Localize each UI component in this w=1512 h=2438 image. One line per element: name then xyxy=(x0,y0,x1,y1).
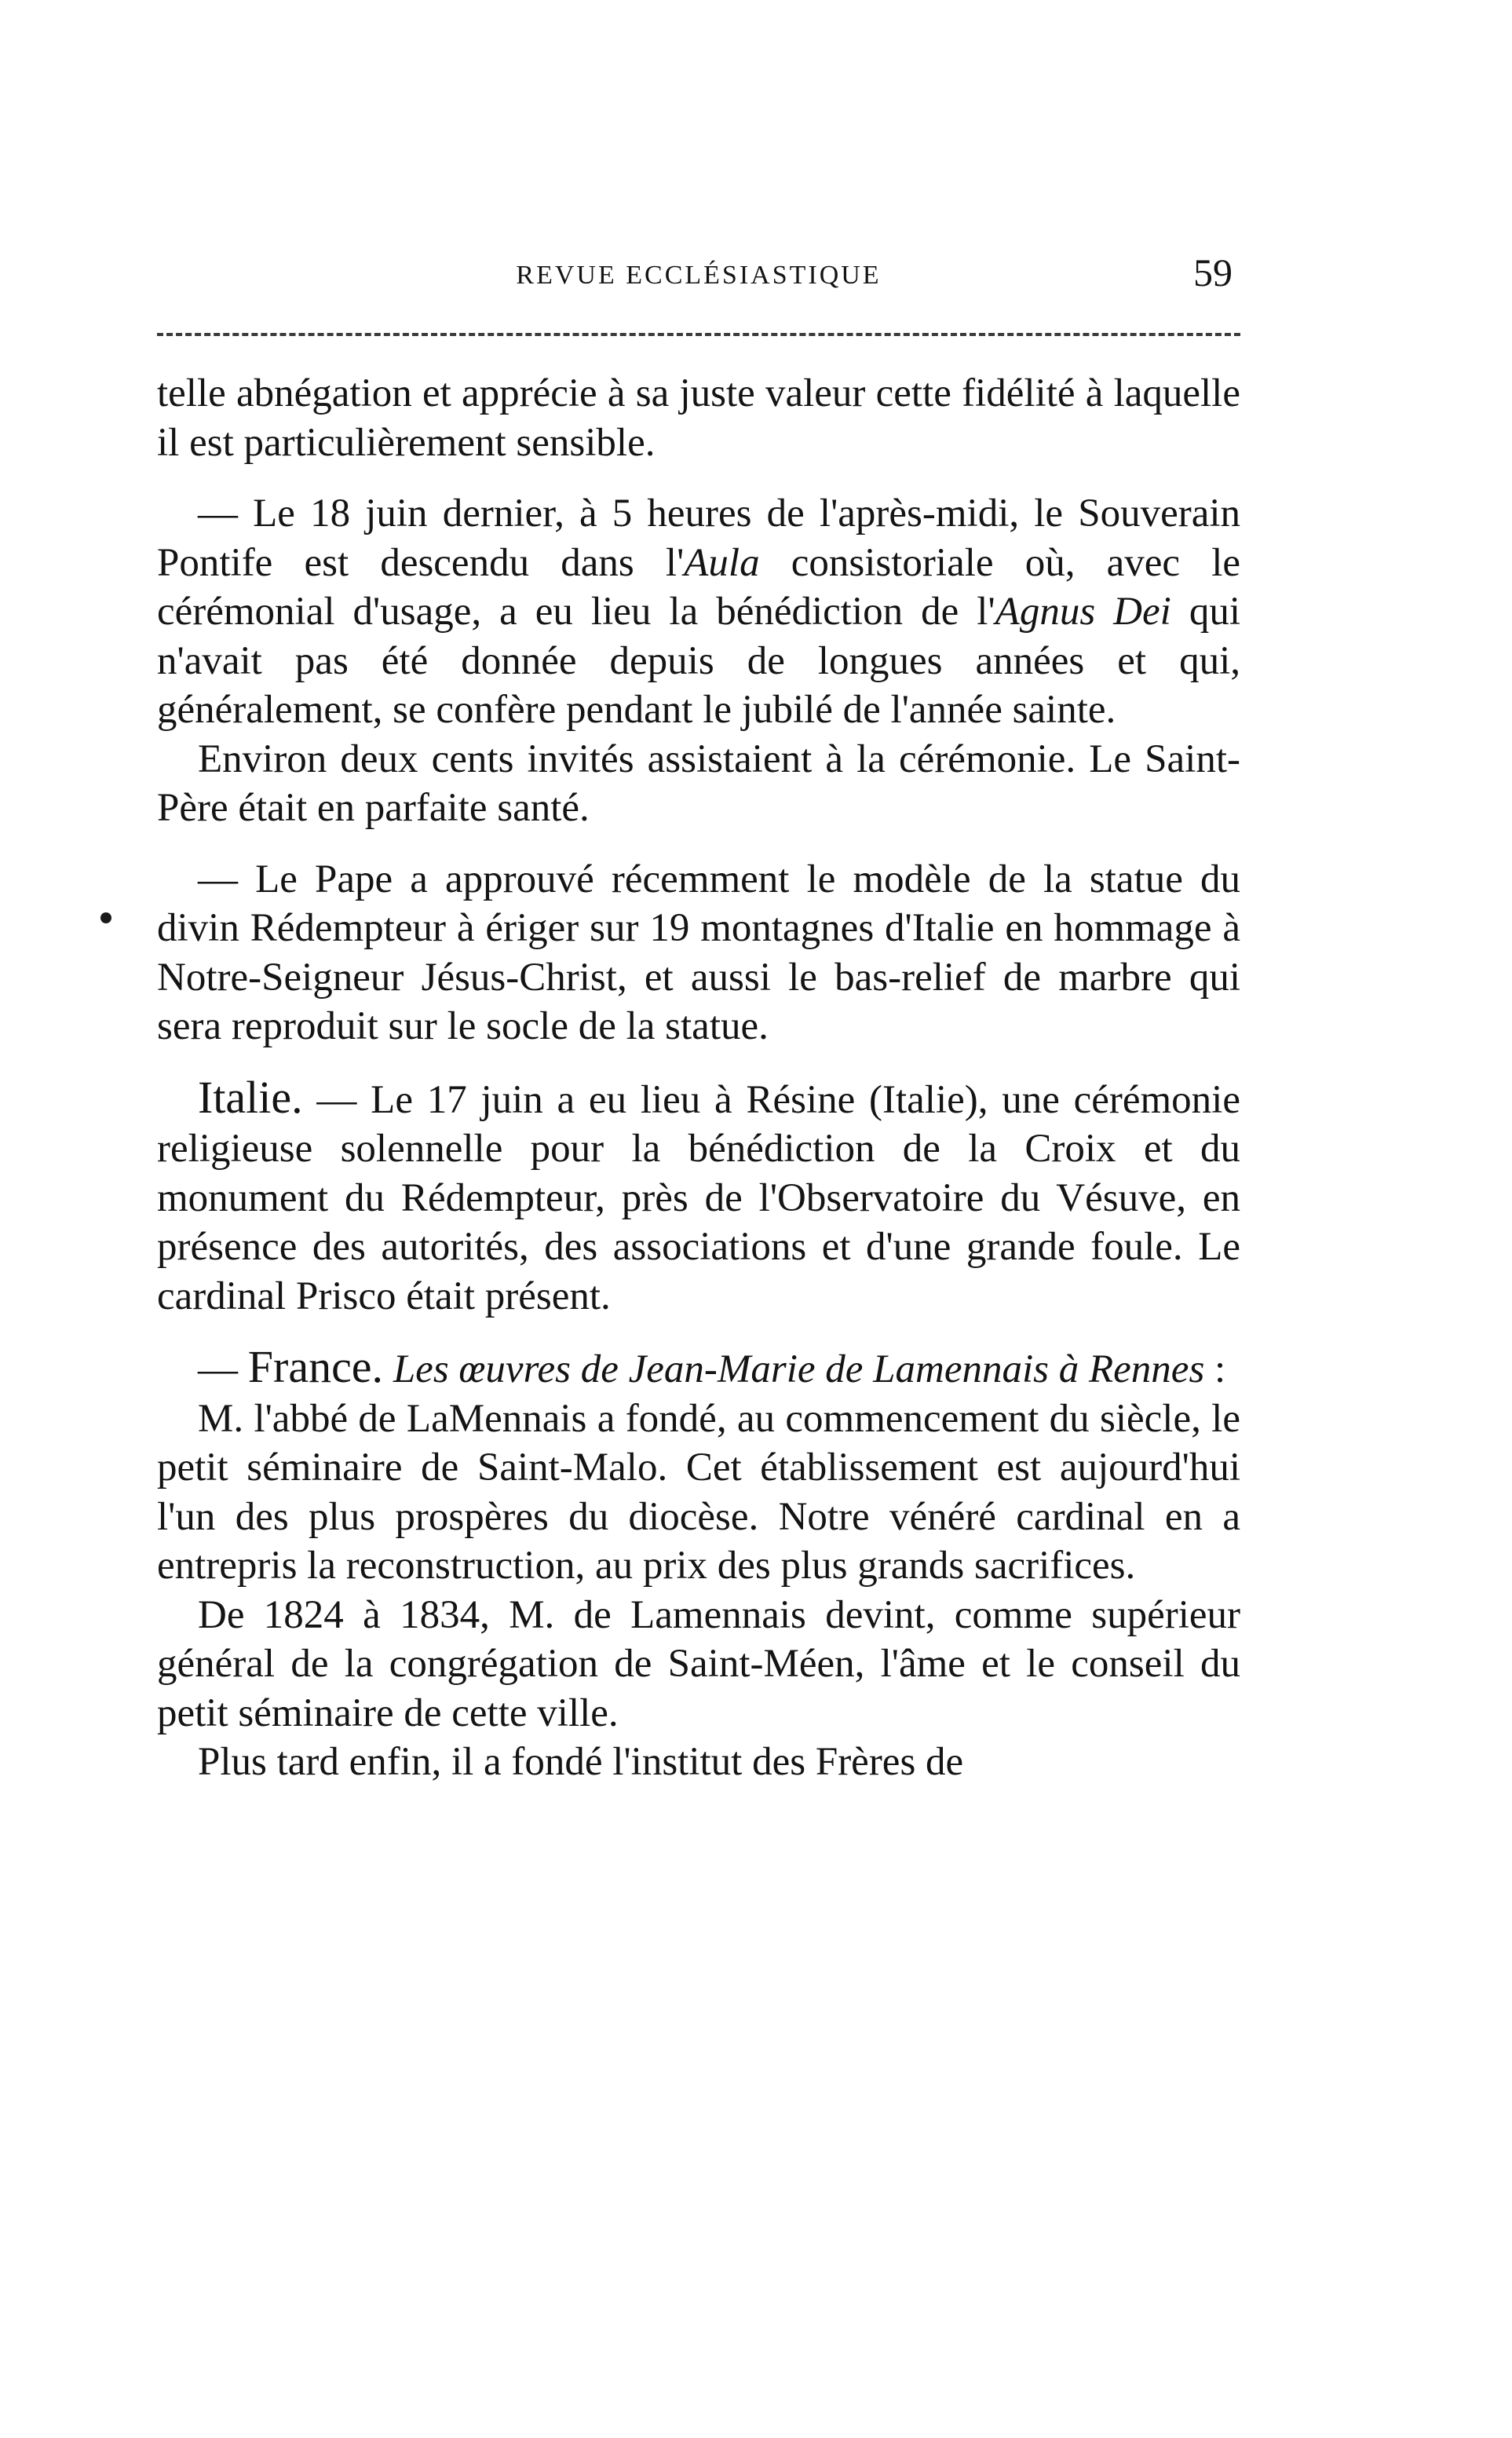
italic-section-title: Les œuvres de Jean-Marie de Lamennais à Rennes xyxy=(393,1347,1205,1391)
text-run: — xyxy=(198,1347,248,1391)
book-page xyxy=(157,0,1240,2438)
paragraph-continuation: telle abnégation et apprécie à sa juste valeur cette fidélité à laquelle il est particulièrement sensible. xyxy=(157,371,1240,465)
paragraph-agnus-dei xyxy=(157,489,1240,735)
paragraph-superieur: De 1824 à 1834, M. de Lamennais devint, comme supérieur général de la congrégation de Saint-Méen, l'âme et le conseil du petit séminaire de cette ville. xyxy=(157,1592,1240,1735)
body-text xyxy=(157,369,1240,1787)
text-run: qui n'avait pas été donnée depuis de longues années et qui, généralement, se confère pendant le jubilé de l'année sainte. xyxy=(157,590,1241,732)
page-number: 59 xyxy=(1193,250,1233,294)
paragraph-seminaire: M. l'abbé de LaMennais a fondé, au commencement du siècle, le petit séminaire de Saint-Malo. Cet établissement est aujourd'hui l'un des plus prospères du diocèse. Notre vénéré cardinal en a entrepris la reconstruction, au prix des plus grands sacrifices. xyxy=(157,1396,1240,1588)
paragraph-invites: Environ deux cents invités assistaient à la cérémonie. Le Saint-Père était en parfaite santé. xyxy=(157,737,1240,830)
text-run: consistoriale où, avec le cérémonial d'usage, a eu lieu la bénédiction de l' xyxy=(157,540,1241,634)
header-rule xyxy=(157,333,1240,336)
text-run: — Le 18 juin dernier, à 5 heures de l'après-midi, le Souverain Pontife est descendu dans l' xyxy=(157,492,1240,585)
country-heading-france: France. xyxy=(247,1341,384,1392)
italic-term-agnus-dei: Agnus Dei xyxy=(995,590,1171,634)
page-header xyxy=(157,250,1240,313)
paragraph-italie xyxy=(157,1073,1240,1321)
running-title: REVUE ECCLÉSIASTIQUE xyxy=(516,261,882,290)
text-run xyxy=(383,1347,393,1391)
text-run: — Le 17 juin a eu lieu à Résine (Italie), une cérémonie religieuse solennelle pour la bénédiction de la Croix et du monument du Rédempteur, près de l'Observatoire du Vésuve, en présence des autorités, des associations et d'une grande foule. Le cardinal Prisco était présent. xyxy=(157,1077,1240,1318)
italic-term-aula: Aula xyxy=(684,540,760,585)
margin-dot xyxy=(100,912,111,923)
text-run: : xyxy=(1204,1347,1226,1391)
paragraph-france-heading xyxy=(157,1343,1240,1394)
paragraph-institut: Plus tard enfin, il a fondé l'institut des Frères de xyxy=(198,1740,964,1784)
country-heading-italie: Italie. xyxy=(198,1071,303,1123)
paragraph-statue: — Le Pape a approuvé récemment le modèle de la statue du divin Rédempteur à ériger sur 19 montagnes d'Italie en hommage à Notre-Seigneur Jésus-Christ, et aussi le bas-relief de marbre qui sera reproduit sur le socle de la statue. xyxy=(157,857,1240,1048)
